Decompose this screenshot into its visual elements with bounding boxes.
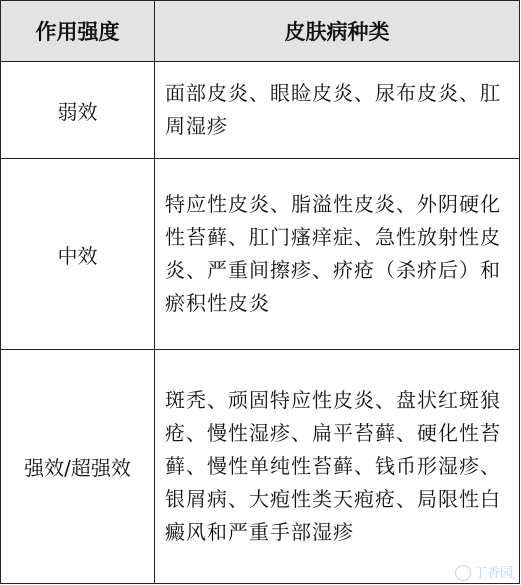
table-row (1, 159, 520, 350)
table-row (1, 350, 520, 584)
diseases-cell: 面部皮炎、眼睑皮炎、尿布皮炎、肛周湿疹 (155, 62, 520, 159)
strength-cell: 强效/超强效 (1, 350, 155, 584)
strength-cell: 中效 (1, 159, 155, 350)
strength-cell: 弱效 (1, 62, 155, 159)
watermark-logo-icon (455, 565, 471, 581)
diseases-cell: 斑秃、顽固特应性皮炎、盘状红斑狼疮、慢性湿疹、扁平苔藓、硬化性苔藓、慢性单纯性苔藓、钱币形湿疹、银屑病、大疱性类天疱疮、局限性白癜风和严重手部湿疹 (155, 350, 520, 584)
watermark-text: 丁香园 (473, 565, 513, 581)
diseases-cell: 特应性皮炎、脂溢性皮炎、外阴硬化性苔藓、肛门瘙痒症、急性放射性皮炎、严重间擦疹、疥疮（杀疥后）和瘀积性皮炎 (155, 159, 520, 350)
header-disease-type: 皮肤病种类 (155, 1, 520, 62)
header-strength: 作用强度 (1, 1, 155, 62)
table-row (1, 62, 520, 159)
watermark (455, 562, 513, 582)
table-header-row (1, 1, 520, 62)
